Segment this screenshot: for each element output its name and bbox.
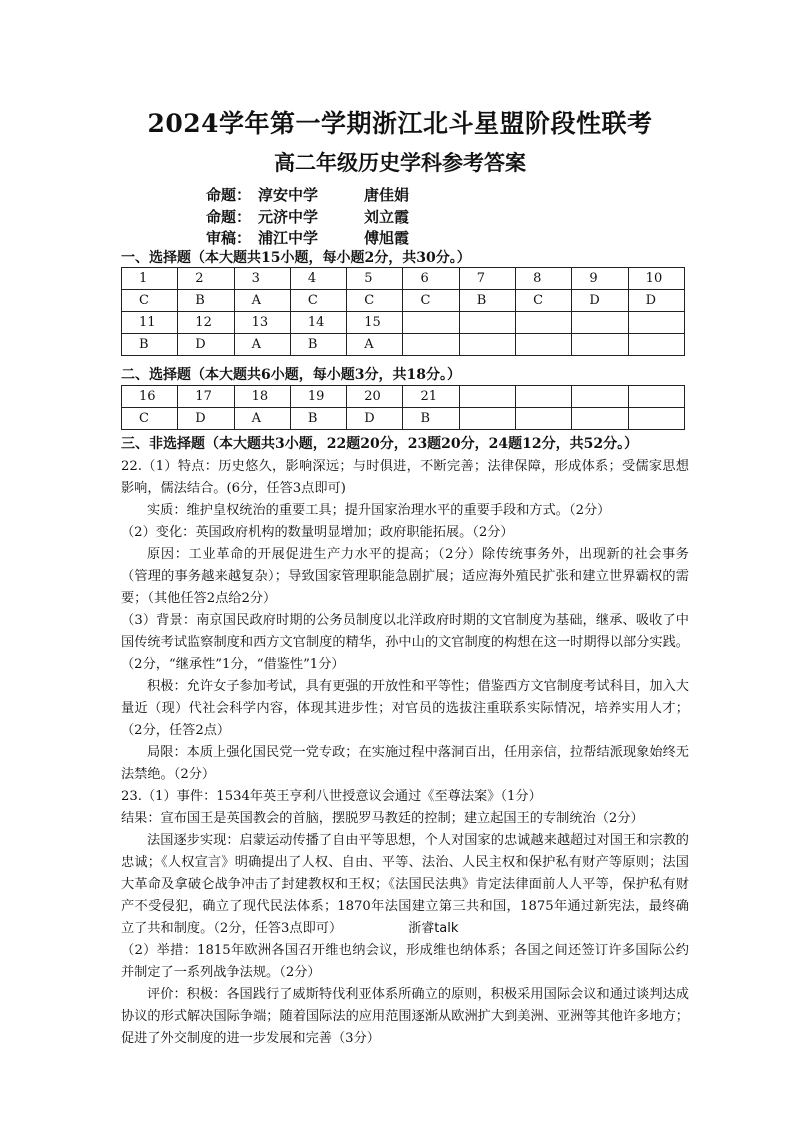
question-number-cell: 20 [347,386,403,408]
answer-cell: A [234,408,290,430]
question-number-cell: 19 [290,386,346,408]
answer-cell [628,408,684,430]
question-number-cell [572,386,628,408]
credit-person: 傅旭霞 [364,229,410,247]
question-number-cell: 21 [403,386,459,408]
credit-person: 刘立霞 [364,208,410,226]
credit-label: 审稿： [206,229,252,247]
answer-paragraph: 23.（1）事件：1534年英王亨利八世授意议会通过《至尊法案》（1分） [121,789,542,804]
answer-cell: A [234,334,290,356]
answer-cell [572,408,628,430]
answer-cell: B [122,334,178,356]
credit-label: 命题： [206,208,252,226]
question-number-cell: 3 [234,268,290,290]
answer-paragraph: 积极：允许女子参加考试，具有更强的开放性和平等性；借鉴西方文官制度考试科目，加入大量近（现）代社会科学内容，体现其进步性；对官员的选拔注重联系实际情况，培养实用人才；（2分，任答2点） [121,679,689,738]
answer-cell [516,408,572,430]
answer-cell [403,334,459,356]
question-number-cell: 2 [178,268,234,290]
question-number-cell [459,312,515,334]
answer-paragraph: 局限：本质上强化国民党一党专政；在实施过程中落洞百出，任用亲信，拉帮结派现象始终无法禁绝。（2分） [121,745,689,782]
answer-cell [628,334,684,356]
answer-paragraph: 结果：宣布国王是英国教会的首脑，摆脱罗马教廷的控制；建立起国王的专制统治（2分） [121,811,644,826]
section-1-heading: 一、选择题（本大题共15小题，每小题2分，共30分。） [121,250,471,266]
credit-line [206,184,409,205]
question-number-cell: 6 [403,268,459,290]
answer-cell: D [572,290,628,312]
question-number-cell: 13 [234,312,290,334]
answer-cell: A [234,290,290,312]
section-2-answer-table [121,385,685,430]
question-number-cell: 15 [347,312,403,334]
answer-cell: C [122,408,178,430]
answer-letter-row [122,408,685,430]
question-number-cell: 10 [628,268,684,290]
answer-cell: D [178,334,234,356]
answer-cell: D [178,408,234,430]
answer-cell [516,334,572,356]
answer-cell: C [403,290,459,312]
answer-cell: C [122,290,178,312]
answer-cell: C [347,290,403,312]
question-number-cell: 18 [234,386,290,408]
question-number-row [122,386,685,408]
question-number-cell [516,312,572,334]
section-2-heading: 二、选择题（本大题共6小题，每小题3分，共18分。） [121,367,461,383]
answer-cell: D [347,408,403,430]
answer-cell: B [178,290,234,312]
answer-cell [459,408,515,430]
question-number-cell: 8 [516,268,572,290]
page-subtitle: 高二年级历史学科参考答案 [274,150,526,175]
answer-cell: C [516,290,572,312]
answer-cell [459,334,515,356]
answer-paragraph: 原因：工业革命的开展促进生产力水平的提高；（2分）除传统事务外，出现新的社会事务（管理的事务越来越复杂）；导致国家管理职能急剧扩展；适应海外殖民扩张和建立世界霸权的需要；（其他任答2点给2分） [121,547,689,606]
credit-line [206,227,409,248]
answer-text: 法国逐步实现：启蒙运动传播了自由平等思想，个人对国家的忠诚越来越超过对国王和宗教的忠诚；《人权宣言》明确提出了人权、自由、平等、法治、人民主权和保护私有财产等原则；法国大革命及拿破仑战争冲击了封建教权和王权；《法国民法典》肯定法律面前人人平等，保护私有财产不受侵犯，确立了现代民法体系；1870年法国建立第三共和国，1875年通过新宪法，最终确立了共和制度。（2分，任答3点即可） [121,833,689,936]
answer-cell: C [290,290,346,312]
answer-paragraph: （3）背景：南京国民政府时期的公务员制度以北洋政府时期的文官制度为基础，继承、吸收了中国传统考试监察制度和西方文官制度的精华，孙中山的文官制度的构想在这一时期得以部分实践。（2分，“继承性”1分，“借鉴性”1分） [121,613,689,672]
watermark-text: 浙睿talk [408,921,459,936]
credit-school: 淳安中学 [258,186,319,204]
question-number-row [122,268,685,290]
answer-paragraph: （2）变化：英国政府机构的数量明显增加；政府职能拓展。（2分） [121,525,514,540]
answer-cell: B [459,290,515,312]
answer-cell: B [403,408,459,430]
answer-letter-row [122,290,685,312]
question-number-row [122,312,685,334]
question-number-cell [516,386,572,408]
answer-cell: B [290,408,346,430]
answer-cell [572,334,628,356]
answer-paragraph: （2）举措：1815年欧洲各国召开维也纳会议，形成维也纳体系；各国之间还签订许多国际公约并制定了一系列战争法规。（2分） [121,943,689,980]
section-1-answer-table [121,267,685,356]
answer-paragraph: 评价：积极：各国践行了威斯特伐利亚体系所确立的原则，积极采用国际会议和通过谈判达成协议的形式解决国际争端；随着国际法的应用范围逐渐从欧洲扩大到美洲、亚洲等其他许多地方；促进了外交制度的进一步发展和完善（3分） [121,987,689,1046]
answer-paragraph [121,830,689,940]
question-number-cell: 4 [290,268,346,290]
question-number-cell [628,386,684,408]
question-number-cell: 7 [459,268,515,290]
credit-person: 唐佳娟 [364,186,410,204]
question-number-cell [459,386,515,408]
answer-cell: D [628,290,684,312]
question-number-cell: 9 [572,268,628,290]
question-number-cell: 17 [178,386,234,408]
question-number-cell [628,312,684,334]
question-number-cell: 1 [122,268,178,290]
question-number-cell: 5 [347,268,403,290]
answer-paragraph: 22.（1）特点：历史悠久，影响深远；与时俱进，不断完善；法律保障，形成体系；受儒家思想影响，儒法结合。(6分，任答3点即可) [121,459,689,496]
question-number-cell: 11 [122,312,178,334]
answer-body [121,456,689,1050]
credit-school: 浦江中学 [258,229,319,247]
question-number-cell: 16 [122,386,178,408]
answer-cell: A [347,334,403,356]
credit-line [206,206,409,227]
section-3-heading: 三、非选择题（本大题共3小题，22题20分，23题20分，24题12分，共52分。） [121,436,639,452]
question-number-cell: 14 [290,312,346,334]
page-title: 2024学年第一学期浙江北斗星盟阶段性联考 [147,109,653,138]
answer-cell: B [290,334,346,356]
answer-letter-row [122,334,685,356]
answer-paragraph: 实质：维护皇权统治的重要工具；提升国家治理水平的重要手段和方式。（2分） [147,503,611,518]
question-number-cell [572,312,628,334]
credit-school: 元济中学 [258,208,319,226]
credit-label: 命题： [206,186,252,204]
question-number-cell [403,312,459,334]
question-number-cell: 12 [178,312,234,334]
